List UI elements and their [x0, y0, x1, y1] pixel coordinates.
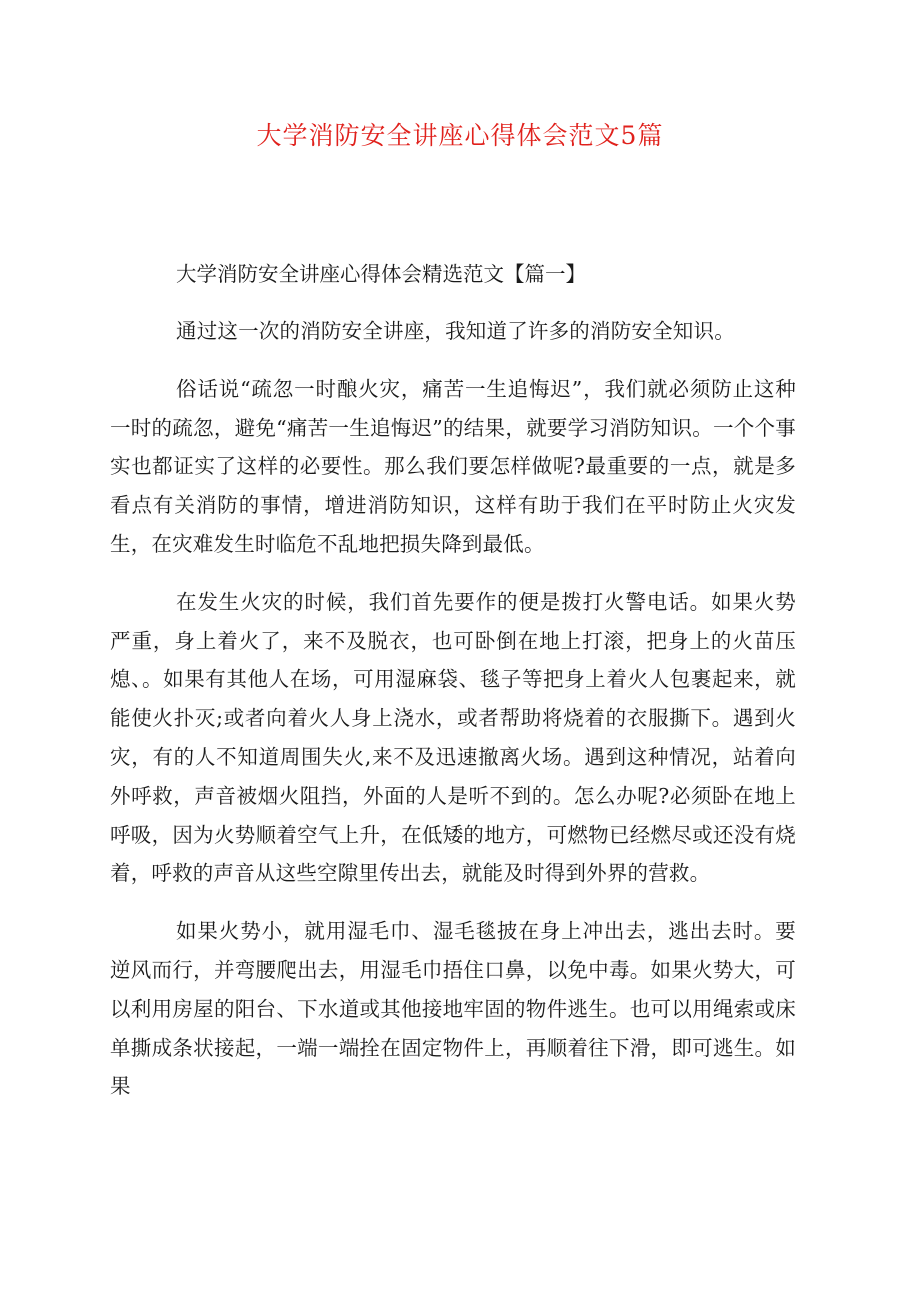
paragraph-4: 如果火势小，就用湿毛巾、湿毛毯披在身上冲出去，逃出去时。要逆风而行，并弯腰爬出去，用湿毛巾捂住口鼻，以免中毒。如果火势大，可以利用房屋的阳台、下水道或其他接地牢固的物件逃生。也可以用绳索或床单撕成条状接起，一端一端拴在固定物件上，再顺着往下滑，即可逃生。如果 — [110, 919, 796, 1099]
paragraph-1: 通过这一次的消防安全讲座，我知道了许多的消防安全知识。 — [176, 319, 735, 343]
paragraph-2: 俗话说“疏忽一时酿火灾，痛苦一生追悔迟”，我们就必须防止这种一时的疏忽，避免“痛苦一生追悔迟”的结果，就要学习消防知识。一个个事实也都证实了这样的必要性。那么我们要怎样做呢?最重要的一点，就是多看点有关消防的事情，增进消防知识，这样有助于我们在平时防止火灾发生，在灾难发生时临危不乱地把损失降到最低。 — [110, 376, 796, 556]
section-heading: 大学消防安全讲座心得体会精选范文【篇一】 — [176, 262, 586, 286]
document-title: 大学消防安全讲座心得体会范文5篇 — [256, 121, 664, 150]
document-body — [110, 255, 796, 1125]
paragraph-3: 在发生火灾的时候，我们首先要作的便是拨打火警电话。如果火势严重，身上着火了，来不及脱衣，也可卧倒在地上打滚，把身上的火苗压熄、。如果有其他人在场，可用湿麻袋、毯子等把身上着火人包裹起来，就能使火扑灭;或者向着火人身上浇水，或者帮助将烧着的衣服撕下。遇到火灾，有的人不知道周围失火,来不及迅速撤离火场。遇到这种情况，站着向外呼救，声音被烟火阻挡，外面的人是听不到的。怎么办呢?必须卧在地上呼吸，因为火势顺着空气上升，在低矮的地方，可燃物已经燃尽或还没有烧着，呼救的声音从这些空隙里传出去，就能及时得到外界的营救。 — [110, 589, 796, 886]
